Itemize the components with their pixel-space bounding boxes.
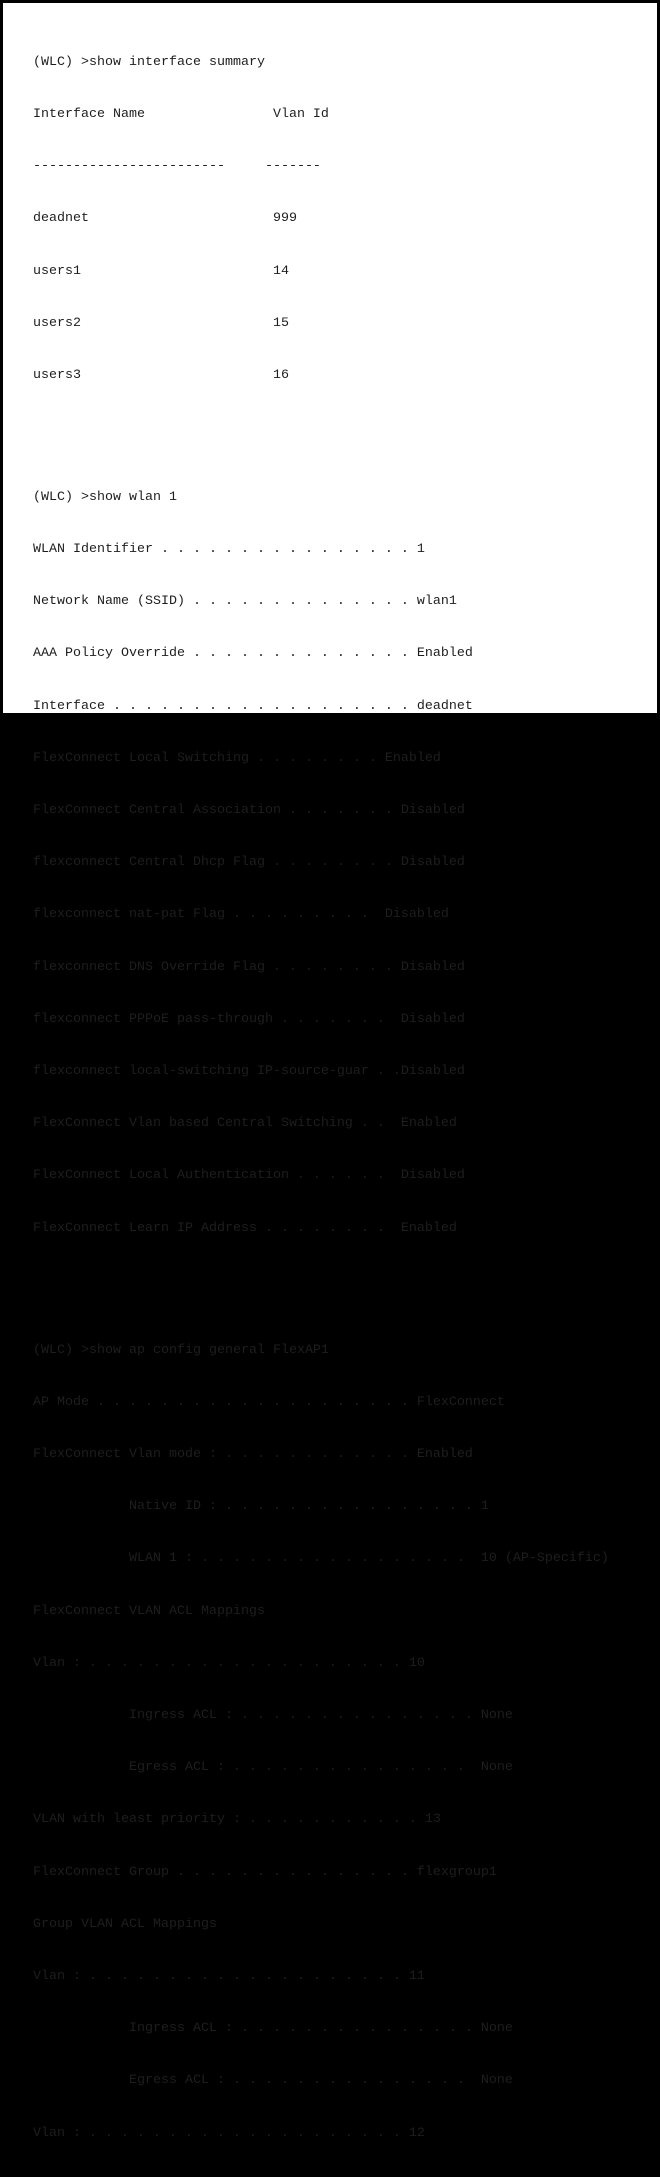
output-line: FlexConnect Vlan based Central Switching . . Enabled (33, 1116, 457, 1132)
output-line: Vlan : . . . . . . . . . . . . . . . . . . . . 10 (33, 1655, 425, 1671)
output-line: AP Mode . . . . . . . . . . . . . . . . . . . . FlexConnect (33, 1394, 505, 1410)
output-line: flexconnect PPPoE pass-through . . . . . . . Disabled (33, 1011, 465, 1027)
table-row: users1 14 (33, 263, 289, 279)
output-line: FlexConnect Group . . . . . . . . . . . . . . . flexgroup1 (33, 1864, 497, 1880)
output-line: Group VLAN ACL Mappings (33, 1916, 217, 1932)
table-row: users2 15 (33, 315, 289, 331)
output-line: FlexConnect Vlan mode : . . . . . . . . . . . . Enabled (33, 1446, 473, 1462)
output-line: Ingress ACL : . . . . . . . . . . . . . . . None (33, 1707, 513, 1723)
table-row: users3 16 (33, 368, 289, 384)
output-line: FlexConnect VLAN ACL Mappings (33, 1603, 265, 1619)
output-line: flexconnect local-switching IP-source-guar . .Disabled (33, 1064, 465, 1080)
command-prompt: (WLC) >show wlan 1 (33, 489, 177, 505)
output-line: FlexConnect Learn IP Address . . . . . . . . Enabled (33, 1220, 457, 1236)
blank-line (33, 419, 609, 436)
output-line: Network Name (SSID) . . . . . . . . . . . . . . wlan1 (33, 594, 457, 610)
output-line: Native ID : . . . . . . . . . . . . . . . . 1 (33, 1499, 489, 1515)
output-line: Vlan : . . . . . . . . . . . . . . . . . . . . 12 (33, 2125, 425, 2141)
output-line: AAA Policy Override . . . . . . . . . . . . . . Enabled (33, 646, 473, 662)
command-prompt: (WLC) >show ap config general FlexAP1 (33, 1342, 329, 1358)
output-line: WLAN Identifier . . . . . . . . . . . . . . . . 1 (33, 542, 425, 558)
terminal-window (3, 3, 657, 2141)
output-line: FlexConnect Local Switching . . . . . . . . Enabled (33, 750, 441, 766)
output-line: VLAN with least priority : . . . . . . . . . . . 13 (33, 1812, 441, 1828)
output-line: FlexConnect Central Association . . . . . . . Disabled (33, 803, 465, 819)
output-line: flexconnect DNS Override Flag . . . . . . . . Disabled (33, 959, 465, 975)
output-line: Vlan : . . . . . . . . . . . . . . . . . . . . 11 (33, 1968, 425, 1984)
output-line: WLAN 1 : . . . . . . . . . . . . . . . . . 10 (AP-Specific) (33, 1551, 609, 1567)
table-header: Interface Name Vlan Id (33, 107, 329, 123)
output-line: flexconnect Central Dhcp Flag . . . . . . . . Disabled (33, 855, 465, 871)
table-separator: ------------------------ ------- (33, 159, 321, 175)
terminal-output (33, 19, 609, 2177)
blank-line (33, 1272, 609, 1289)
output-line: Ingress ACL : . . . . . . . . . . . . . . . None (33, 2021, 513, 2037)
command-prompt: (WLC) >show interface summary (33, 54, 265, 70)
output-line: Egress ACL : . . . . . . . . . . . . . . . None (33, 2073, 513, 2089)
output-line: Interface . . . . . . . . . . . . . . . . . . . deadnet (33, 698, 473, 714)
table-row: deadnet 999 (33, 211, 297, 227)
output-line: flexconnect nat-pat Flag . . . . . . . . . Disabled (33, 907, 449, 923)
output-line: Egress ACL : . . . . . . . . . . . . . . . None (33, 1760, 513, 1776)
output-line: FlexConnect Local Authentication . . . . . . Disabled (33, 1168, 465, 1184)
